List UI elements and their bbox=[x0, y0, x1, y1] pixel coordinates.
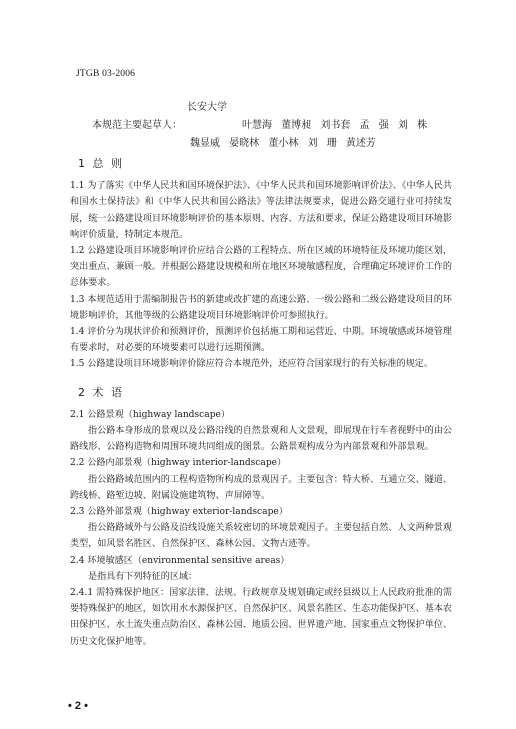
clause-1-3: 1.3 本规范适用于需编制报告书的新建或改扩建的高速公路、一级公路和二级公路建设项目的环境影响评价，其他等级的公路建设项目环境影响评价可参照执行。 bbox=[70, 294, 452, 321]
page-number: • 2 • bbox=[68, 700, 88, 712]
term-2-4-heading: 2.4 环境敏感区（environmental sensitive areas） bbox=[70, 555, 290, 566]
clause-2-4-1: 2.4.1 需特殊保护地区：国家法律、法规、行政规章及规划确定或经县级以上人民政府批准的需要特殊保护的地区，如饮用水水源保护区、自然保护区、风景名胜区、生态功能保护区、基本农田保护区、水土流失重点防治区、森林公园、地质公园、世界遗产地、国家重点文物保护单位、历史文化保护地等。 bbox=[70, 588, 452, 647]
term-2-1-heading: 2.1 公路景观（highway landscape） bbox=[70, 409, 230, 420]
standard-code: JTGB 03-2006 bbox=[76, 69, 136, 79]
term-2-2-definition: 指公路路域范围内的工程构造物所构成的景观因子。主要包含：特大桥、互通立交、隧道、跨线桥、路堑边坡、附属设施建筑物、声屏障等。 bbox=[70, 474, 452, 501]
drafters-names-row-2: 魏显威 晏晓林 董小林 刘 珊 黄述芳 bbox=[190, 138, 376, 149]
drafting-organization: 长安大学 bbox=[187, 102, 227, 113]
clause-1-5: 1.5 公路建设项目环境影响评价除应符合本规范外，还应符合国家现行的有关标准的规定。 bbox=[70, 359, 433, 370]
clause-1-1: 1.1 为了落实《中华人民共和国环境保护法》、《中华人民共和国环境影响评价法》、《中华人民共和国水土保持法》和《中华人民共和国公路法》等法律法规要求，促进公路交通行业可持续发展，统一公路建设项目环境影响评价的基本原则、内容、方法和要求，保证公路建设项目环境影响评价质量，特制定本规范。 bbox=[70, 181, 452, 240]
clause-1-2: 1.2 公路建设项目环境影响评价应结合公路的工程特点、所在区域的环境特征及环境功能区划，突出重点、兼顾一般。并根据公路建设规模和所在地区环境敏感程度，合理确定环境评价工作的总体要求。 bbox=[70, 246, 452, 289]
term-2-4-definition: 是指具有下列特征的区域： bbox=[88, 571, 198, 582]
section-1-title: 1 总 则 bbox=[78, 157, 124, 170]
main-content bbox=[70, 152, 452, 650]
clause-1-4: 1.4 评价分为现状评价和预测评价，预测评价包括施工期和运营近、中期。环境敏感或环境管理有要求时，对必要的环境要素可以进行远期预测。 bbox=[70, 327, 452, 354]
term-2-2-heading: 2.2 公路内部景观（highway interior-landscape） bbox=[70, 458, 287, 469]
drafters-label: 本规范主要起草人： bbox=[92, 120, 182, 131]
section-2-title: 2 术 语 bbox=[78, 385, 124, 399]
term-2-3-heading: 2.3 公路外部景观（highway exterior-landscape） bbox=[70, 507, 288, 518]
term-2-3-definition: 指公路路域外与公路及沿线设施关系较密切的环境景观因子。主要包括自然、人文两种景观类型，如风景名胜区、自然保护区、森林公园、文物古迹等。 bbox=[70, 523, 452, 550]
term-2-1-definition: 指公路本身形成的景观以及公路沿线的自然景观和人文景观，即展现在行车者视野中的由公路线形、公路构造物和周围环境共同组成的图景。公路景观构成分为内部景观和外部景观。 bbox=[70, 426, 452, 453]
drafters-names-row-1: 叶慧海 董博昶 刘书套 孟 强 刘 株 bbox=[242, 120, 428, 131]
